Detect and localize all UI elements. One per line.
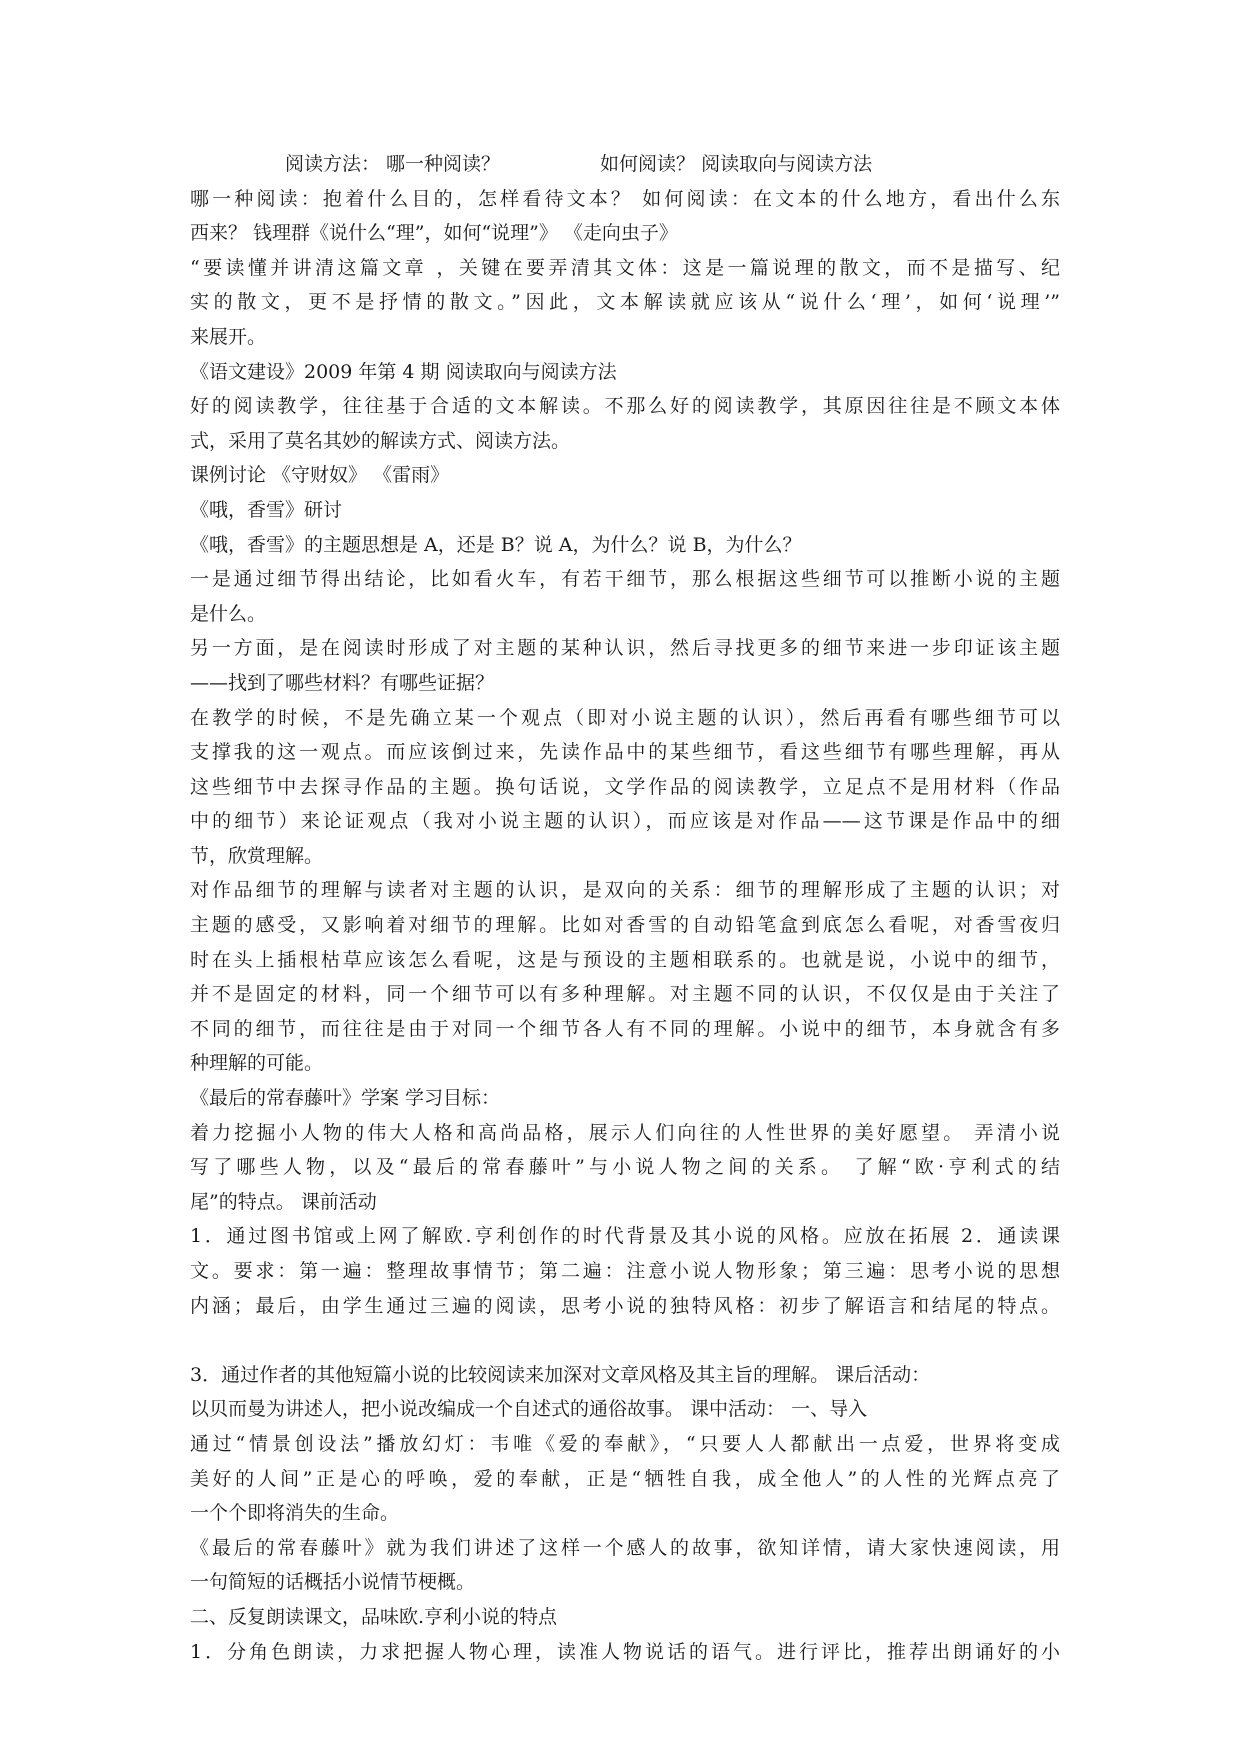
text-line: 时在头上插根枯草应该怎么看呢，这是与预设的主题相联系的。也就是说，小说中的细节， — [190, 948, 1060, 971]
text-line: 《最后的常春藤叶》就为我们讲述了这样一个感人的故事，欲知详情，请大家快速阅读，用 — [190, 1536, 1060, 1559]
heading-part: 阅读方法： 哪一种阅读？ — [285, 153, 501, 175]
text-line: 以贝而曼为讲述人，把小说改编成一个自述式的通俗故事。 课中活动： 一、导入 — [190, 1398, 868, 1421]
text-line: 哪一种阅读：抱着什么目的，怎样看待文本？ 如何阅读：在文本的什么地方，看出什么东 — [190, 187, 1060, 210]
text-line: 1．分角色朗读，力求把握人物心理，读准人物说话的语气。进行评比，推荐出朗诵好的小 — [190, 1640, 1060, 1663]
text-line: 支撑我的这一观点。而应该倒过来，先读作品中的某些细节，看这些细节有哪些理解，再从 — [190, 741, 1060, 764]
text-line: 3．通过作者的其他短篇小说的比较阅读来加深对文章风格及其主旨的理解。 课后活动： — [190, 1363, 931, 1386]
text-line: 《语文建设》2009 年第 4 期 阅读取向与阅读方法 — [190, 360, 617, 383]
text-line: 着力挖掘小人物的伟大人格和高尚品格，展示人们向往的人性世界的美好愿望。 弄清小说 — [190, 1121, 1060, 1144]
blank-line — [190, 1323, 1060, 1358]
text-line: 中的细节）来论证观点（我对小说主题的认识），而应该是对作品——这节课是作品中的细 — [190, 810, 1060, 833]
text-line: 课例讨论 《守财奴》 《雷雨》 — [190, 464, 450, 487]
text-line: 文。要求：第一遍：整理故事情节；第二遍：注意小说人物形象；第三遍：思考小说的思想 — [190, 1260, 1060, 1282]
text-line: 式，采用了莫名其妙的解读方式、阅读方法。 — [190, 429, 571, 452]
text-line: 尾”的特点。 课前活动 — [190, 1190, 377, 1213]
text-line: 是什么。 — [190, 602, 267, 625]
text-line: 另一方面，是在阅读时形成了对主题的某种认识，然后寻找更多的细节来进一步印证该主题 — [190, 637, 1060, 660]
heading-line — [190, 147, 1060, 182]
text-line: 1．通过图书馆或上网了解欧.亨利创作的时代背景及其小说的风格。应放在拓展 2．通读课 — [190, 1225, 1060, 1248]
text-line: 并不是固定的材料，同一个细节可以有多种理解。对主题不同的认识，不仅仅是由于关注了 — [190, 983, 1060, 1006]
text-line: 一是通过细节得出结论，比如看火车，有若干细节，那么根据这些细节可以推断小说的主题 — [190, 568, 1060, 591]
text-line: 来展开。 — [190, 325, 267, 348]
text-line: 种理解的可能。 — [190, 1052, 324, 1075]
text-line: 节，欣赏理解。 — [190, 844, 324, 867]
text-line: 西来？ 钱理群《说什么“理”，如何“说理”》 《走向虫子》 — [190, 222, 678, 245]
text-line: 通过“情景创设法”播放幻灯：韦唯《爱的奉献》，“只要人人都献出一点爱，世界将变成 — [190, 1432, 1060, 1455]
text-line: 实的散文，更不是抒情的散文。”因此，文本解读就应该从“说什么‘理’，如何‘说理’” — [190, 291, 1060, 314]
text-line: 写了哪些人物，以及“最后的常春藤叶”与小说人物之间的关系。 了解“欧·亨利式的结 — [190, 1156, 1060, 1179]
text-line: 《哦，香雪》研讨 — [190, 498, 343, 521]
document-body — [190, 147, 1060, 1669]
text-line: 内涵；最后，由学生通过三遍的阅读，思考小说的独特风格：初步了解语言和结尾的特点。 — [190, 1294, 1060, 1317]
text-line: 对作品细节的理解与读者对主题的认识，是双向的关系：细节的理解形成了主题的认识；对 — [190, 879, 1060, 902]
text-line: 一句简短的话概括小说情节梗概。 — [190, 1571, 476, 1594]
heading-part: 如何阅读？ 阅读取向与阅读方法 — [600, 153, 873, 175]
text-line: 一个个即将消失的生命。 — [190, 1502, 400, 1525]
text-line: 这些细节中去探寻作品的主题。换句话说，文学作品的阅读教学，立足点不是用材料（作品 — [190, 775, 1060, 798]
text-line: 不同的细节，而往往是由于对同一个细节各人有不同的理解。小说中的细节，本身就含有多 — [190, 1017, 1060, 1040]
text-line: ——找到了哪些材料？有哪些证据？ — [190, 671, 495, 694]
text-line: “要读懂并讲清这篇文章 ，关键在要弄清其文体：这是一篇说理的散文，而不是描写、纪 — [190, 256, 1060, 279]
text-line: 在教学的时候，不是先确立某一个观点（即对小说主题的认识），然后再看有哪些细节可以 — [190, 706, 1060, 729]
text-line: 好的阅读教学，往往基于合适的文本解读。不那么好的阅读教学，其原因往往是不顾文本体 — [190, 395, 1060, 418]
text-line: 二、反复朗读课文，品味欧.亨利小说的特点 — [190, 1605, 558, 1628]
text-line: 《最后的常春藤叶》学案 学习目标： — [190, 1087, 501, 1110]
text-line: 美好的人间”正是心的呼唤，爱的奉献，正是“牺牲自我，成全他人”的人性的光辉点亮了 — [190, 1467, 1060, 1490]
text-line: 《哦，香雪》的主题思想是 A，还是 B？说 A，为什么？说 B，为什么？ — [190, 533, 802, 556]
text-line: 主题的感受，又影响着对细节的理解。比如对香雪的自动铅笔盒到底怎么看呢，对香雪夜归 — [190, 914, 1060, 937]
